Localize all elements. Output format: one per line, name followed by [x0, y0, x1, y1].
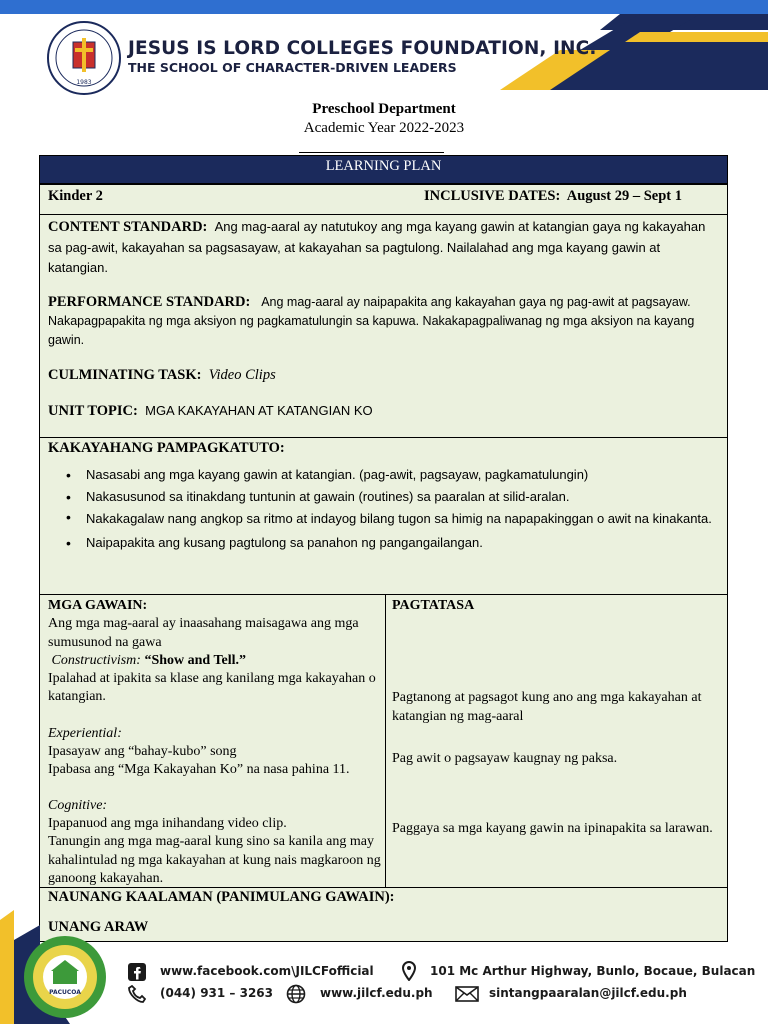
grade-level: Kinder 2 — [48, 188, 103, 204]
learning-competencies-list — [48, 460, 762, 554]
website-link[interactable]: www.jilcf.edu.ph — [320, 986, 433, 1000]
learning-plan-table — [39, 155, 728, 942]
cognitive-label: Cognitive: — [48, 797, 108, 813]
first-day-label: UNANG ARAW — [48, 919, 149, 935]
culminating-task-label: CULMINATING TASK: — [48, 367, 202, 383]
assessment-item-1: Pagtanong at pagsagot kung ano ang mga kakayahan at katangian ng mag-aaral — [392, 690, 702, 724]
address-text: 101 Mc Arthur Highway, Bunlo, Bocaue, Bulacan — [430, 964, 756, 978]
prior-knowledge-row — [40, 887, 727, 943]
performance-standard-text: Ang mag-aaral ay naipapakita ang kakayahan gaya ng pag-awit at pagsayaw. Nakapagpapakita ng mga aksiyon ng pagkamatulungin sa kapuwa. Nakakapagpaliwanag ng mga aksiyon na kayang gawin. — [48, 295, 695, 347]
globe-icon — [286, 984, 306, 1004]
dates-label: INCLUSIVE DATES: — [424, 188, 561, 204]
email-link[interactable]: sintangpaaralan@jilcf.edu.ph — [489, 986, 687, 1000]
activities-column — [48, 597, 382, 888]
constructivism-label: Constructivism: — [51, 652, 141, 668]
email-icon — [455, 986, 479, 1002]
activities-intro: Ang mga mag-aaral ay inaasahang maisagawa ang mga sumusunod na gawa — [48, 616, 359, 650]
unit-topic-label: UNIT TOPIC: — [48, 403, 138, 419]
unit-topic — [48, 401, 722, 422]
inclusive-dates — [424, 188, 682, 205]
grade-row — [40, 184, 727, 214]
school-logo — [46, 20, 122, 96]
assessment-column — [392, 597, 722, 838]
divider-line — [299, 152, 444, 153]
culminating-task — [48, 365, 722, 386]
constructivism-text: Ipalahad at ipakita sa klase ang kanilang mga kakayahan o katangian. — [48, 671, 376, 705]
experiential-line-2: Ipabasa ang “Mga Kakayahan Ko” na nasa pahina 11. — [48, 762, 350, 778]
list-item: • Nakasusunod sa itinakdang tuntunin at gawain (routines) sa paaralan at silid-aralan. — [86, 486, 762, 508]
activities-title: MGA GAWAIN: — [48, 598, 148, 613]
location-pin-icon — [401, 961, 417, 981]
cognitive-line-2: Tanungin ang mga mag-aaral kung sino sa kanila ang may kahalintulad ng mga kakayahan at kung nais magkaroon ng ganoong kakayahan. — [48, 834, 381, 886]
content-standard — [48, 217, 722, 279]
phone-number: (044) 931 – 3263 — [160, 986, 273, 1000]
seal-text: PACUCOA — [49, 989, 81, 996]
phone-icon — [128, 985, 146, 1003]
experiential-line-1: Ipasayaw ang “bahay-kubo” song — [48, 744, 237, 760]
school-tagline: THE SCHOOL OF CHARACTER-DRIVEN LEADERS — [128, 60, 457, 75]
dates-value: August 29 – Sept 1 — [566, 188, 682, 204]
performance-standard-label: PERFORMANCE STANDARD: — [48, 294, 251, 310]
list-item: • Naipapakita ang kusang pagtulong sa panahon ng pangangailangan. — [86, 532, 762, 554]
unit-topic-text: MGA KAKAYAHAN AT KATANGIAN KO — [145, 403, 373, 418]
department-title: Preschool Department — [312, 101, 456, 117]
list-item: • Nasasabi ang mga kayang gawin at katangian. (pag-awit, pagsayaw, pagkamatulungin) — [86, 464, 762, 486]
culminating-task-text: Video Clips — [208, 367, 276, 383]
assessment-item-3: Paggaya sa mga kayang gawin na ipinapakita sa larawan. — [392, 821, 713, 837]
constructivism-title: “Show and Tell.” — [144, 652, 247, 668]
academic-year: Academic Year 2022-2023 — [303, 120, 465, 136]
standards-row — [40, 214, 727, 437]
constructivism-block — [48, 652, 382, 670]
learning-plan-heading: LEARNING PLAN — [40, 156, 727, 184]
column-divider — [385, 595, 386, 888]
list-item: • Nakakagalaw nang angkop sa ritmo at indayog bilang tugon sa himig na napapakinggan o awit na kinakanta. — [86, 508, 762, 528]
facebook-icon — [128, 963, 146, 981]
performance-standard — [48, 293, 722, 350]
assessment-title: PAGTATASA — [392, 598, 475, 613]
assessment-item-2: Pag awit o pagsayaw kaugnay ng paksa. — [392, 750, 618, 766]
facebook-link[interactable]: www.facebook.com\JILCFofficial — [160, 964, 374, 978]
cognitive-line-1: Ipapanuod ang mga inihandang video clip. — [48, 815, 287, 831]
accreditation-seal — [22, 934, 108, 1020]
experiential-label: Experiential: — [48, 725, 122, 741]
activities-row — [40, 594, 727, 887]
learning-competencies-title: KAKAYAHANG PAMPAGKATUTO: — [48, 440, 285, 456]
learning-competencies-row — [40, 437, 727, 594]
content-standard-text: Ang mag-aaral ay natutukoy ang mga kayang gawin at katangian gaya ng kakayahan sa pag-awit, kakayahan sa pagsasayaw, at kakayahan sa pagtulong. Nailalahad ang mga kayang gawin at katangian. — [48, 219, 706, 275]
logo-year: 1983 — [76, 79, 92, 86]
prior-knowledge-title: NAUNANG KAALAMAN (PANIMULANG GAWAIN): — [48, 889, 395, 905]
school-name: JESUS IS LORD COLLEGES FOUNDATION, INC. — [128, 38, 597, 59]
content-standard-label: CONTENT STANDARD: — [48, 219, 208, 235]
